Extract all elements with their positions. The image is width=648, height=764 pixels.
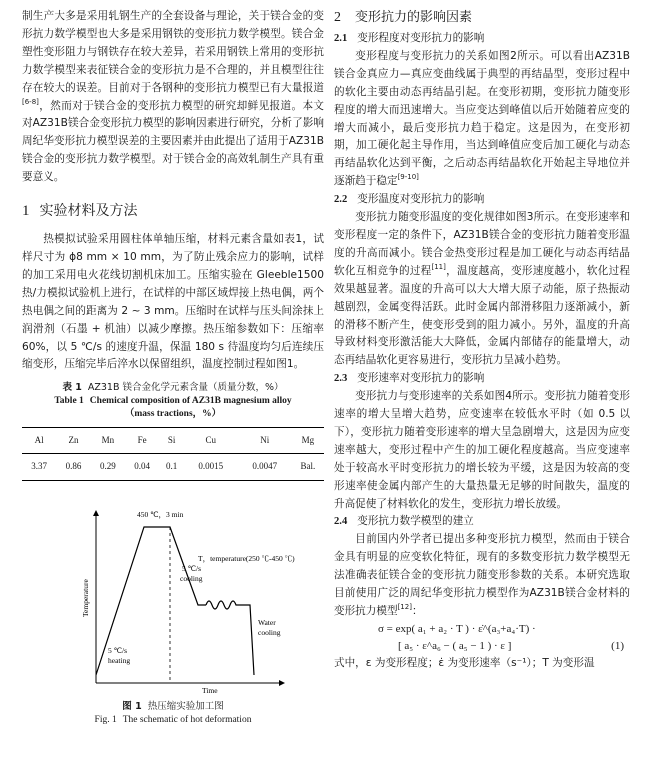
subsection-2-4-text-end: ： bbox=[411, 605, 423, 617]
table-header-cell: Mg bbox=[292, 428, 324, 454]
fig-water-1: Water bbox=[258, 618, 276, 628]
table-header-cell: Zn bbox=[56, 428, 90, 454]
fig-cool-rate: 5 ℃/s bbox=[182, 564, 202, 574]
subsection-2-2-number: 2.2 bbox=[334, 194, 348, 206]
subsection-2-4-paragraph bbox=[334, 531, 630, 621]
table-header-row bbox=[22, 428, 324, 454]
fig-heating: heating bbox=[108, 656, 131, 666]
table-caption-zh bbox=[22, 380, 324, 395]
composition-table bbox=[22, 427, 324, 481]
method-paragraph: 热模拟试验采用圆柱体单轴压缩，材料元素含量如表1，试样尺寸为 ϕ8 mm × 10 mm，为了防止残余应力的影响，试样的加工采用电火花线切割机床加工。压缩实验在 Gleeble1500 热/力模拟试验机上进行，在试样的中部区域焊接上热电偶，两个热电偶之间的距离为 2 ~ 3 mm。压缩时在试样与压头间涂抹上润滑剂（石墨 + 机油）以减少摩擦。热压缩参数如下：压缩率 60%，以 5 ℃/s 的速度升温，保温 180 s 待温度均匀后连续压缩变形，压缩完毕后淬水以保留组织，温度控制过程如图1。 bbox=[22, 233, 324, 371]
subsection-2-2-title: 变形温度对变形抗力的影响 bbox=[357, 193, 485, 206]
subsection-2-2-heading bbox=[334, 191, 630, 209]
table-cell: 0.29 bbox=[91, 454, 125, 481]
where-clause: 式中，ε 为变形程度；ε̇ 为变形速率（s⁻¹）；T 为变形温 bbox=[334, 656, 595, 669]
subsection-2-2-paragraph bbox=[334, 209, 630, 370]
equation-line-1: σ = exp( a₁ + a₂ · T ) · ε̇^(a₃+a₄·T) · bbox=[378, 622, 536, 635]
intro-text-2: ，然而对于镁合金的变形抗力模型的研究却鲜见报道。本文对AZ31B镁合金变形抗力模型的影响因素进行研究，分析了影响周纪华变形抗力模型误差的主要因素并由此提出了适用于AZ31B镁合金的变形抗力数学模型。对于镁合金的高效轧制生产具有重要意义。 bbox=[22, 99, 324, 184]
table-caption-en-2: （mass tractions，%） bbox=[124, 409, 222, 420]
table-header-cell: Al bbox=[22, 428, 56, 454]
fig-hold-label: 450 ℃，3 min bbox=[137, 510, 184, 520]
table-row bbox=[22, 454, 324, 481]
figure-caption-zh-label: 图 1 bbox=[122, 701, 142, 713]
figure-caption-en bbox=[22, 714, 324, 727]
subsection-2-1-ref: [9-10] bbox=[397, 173, 419, 182]
equation-body-2: [ a₅ · ε^a₆ − ( a₅ − 1 ) · ε ] bbox=[398, 639, 512, 652]
figure-caption-zh-text: 热压缩实验加工图 bbox=[147, 701, 224, 713]
subsection-2-2-ref: [11] bbox=[431, 262, 446, 271]
figure-caption-en-label: Fig. 1 bbox=[94, 715, 117, 726]
figure-caption-en-text: The schematic of hot deformation bbox=[122, 715, 252, 726]
fig-y-label: Temperature bbox=[81, 579, 90, 618]
left-column bbox=[22, 8, 324, 727]
table-header-cell: Si bbox=[159, 428, 184, 454]
subsection-2-3-number: 2.3 bbox=[334, 373, 348, 385]
table-cell: 0.86 bbox=[56, 454, 90, 481]
table-caption-en-label: Table 1 bbox=[54, 396, 84, 407]
section2-heading bbox=[334, 8, 630, 28]
subsection-2-4-ref: [12] bbox=[397, 603, 412, 611]
equation-number: (1) bbox=[611, 639, 624, 652]
table-cell: 0.1 bbox=[159, 454, 184, 481]
table-cell: 0.0047 bbox=[238, 454, 292, 481]
equation-line-2 bbox=[334, 638, 630, 655]
section1-number: 1 bbox=[22, 203, 30, 220]
intro-paragraph bbox=[22, 8, 324, 187]
table-caption-zh-label: 表 1 bbox=[62, 382, 82, 394]
figure-caption-zh bbox=[22, 699, 324, 714]
subsection-2-1-text: 变形程度与变形抗力的关系如图2所示。可以看出AZ31B镁合金真应力—真应变曲线属于典型的再结晶型，变形过程中的软化主要由动态再结晶引起。在变形初期，变形抗力随变形程度的增大而迅速增大。当应变达到峰值以后开始随着应变的增大而减小，最后变形抗力趋于稳定。这是因为，在变形初期，加工硬化起主导作用，当达到峰值应变后加工硬化与动态再结晶软化达到平衡，之后动态再结晶软化开始起主导地位并逐渐趋于稳定 bbox=[334, 49, 630, 188]
deformation-zigzag bbox=[206, 601, 254, 675]
table-header-cell: Fe bbox=[125, 428, 159, 454]
subsection-2-1-number: 2.1 bbox=[334, 33, 348, 44]
section2-title: 变形抗力的影响因素 bbox=[355, 10, 473, 25]
section2-number: 2 bbox=[334, 10, 341, 25]
intro-ref: [6-8] bbox=[22, 97, 39, 106]
subsection-2-4-number: 2.4 bbox=[334, 516, 348, 528]
subsection-2-1-title: 变形程度对变形抗力的影响 bbox=[357, 32, 485, 44]
table-header-cell: Mn bbox=[91, 428, 125, 454]
subsection-2-2-text: 变形抗力随变形温度的变化规律如图3所示。在变形速率和变形程度一定的条件下，AZ31B镁合金的变形抗力随着变形温度的升高而减小。镁合金热变形过程是加工硬化与动态再结晶软化互相竞争的过程 bbox=[334, 211, 630, 277]
table-cell: 3.37 bbox=[22, 454, 56, 481]
table-cell: Bal. bbox=[292, 454, 324, 481]
right-column bbox=[334, 8, 630, 673]
subsection-2-2-text-2: ，温度越高，变形速度越小，软化过程效果越显著。温度的升高可以大大增大原子动能，原子热振动越剧烈，金属变得活跃。此时金属内部滑移阻力逐渐减小，新的滑移不断产生，使变形受到的阻力减小。另外，温度的升高导致材料变形激活能大大降低，金属内部储存的能量增大，动态再结晶软化更容易进行，变形抗力呈减小趋势。 bbox=[334, 264, 631, 367]
section1-title: 实验材料及方法 bbox=[39, 203, 138, 220]
subsection-2-3-heading bbox=[334, 370, 630, 388]
table-caption-en bbox=[22, 395, 324, 408]
subsection-2-3-title: 变形速率对变形抗力的影响 bbox=[357, 372, 485, 385]
table-caption-en-text: Chemical composition of AZ31B magnesium alloy bbox=[89, 396, 292, 407]
fig-heat-rate: 5 ℃/s bbox=[108, 646, 128, 656]
intro-text: 制生产大多是采用轧钢生产的全套设备与理论，关于镁合金的变形抗力数学模型也大多是采用钢铁的变形抗力数学模型。镁合金塑性变形阻力与钢铁存在较大差异，若采用钢铁上常用的变形抗力数学模型来表征镁合金的变形抗力是不合理的，并且模型往往存在较大的误差。目前对于各钢种的变形抗力模型已有大量报道 bbox=[22, 10, 324, 94]
subsection-2-3-paragraph: 变形抗力与变形速率的关系如图4所示。变形抗力随着变形速率的增大呈增大趋势，应变速率在较低水平时（如 0.5 以下），变形抗力随着变形速率的增大呈急剧增大，这是因为应变速率越大，变形过程中产生的加工硬化程度越高。当应变速率处于较高水平时变形抗力的增长较为平缓，这是因为较高的变形速率使金属内部产生的大量热量无足够的时间散失，温度的升高促使了材料软化的发生，变形抗力增长放缓。 bbox=[334, 390, 630, 510]
table-header-cell: Ni bbox=[238, 428, 292, 454]
subsection-2-1-paragraph bbox=[334, 48, 630, 191]
subsection-2-4-heading bbox=[334, 513, 630, 531]
figure-1 bbox=[22, 493, 324, 693]
subsection-2-4-text: 目前国内外学者已提出多种变形抗力模型，然而由于镁合金具有明显的应变软化特征，现有的多数变形抗力数学模型无法准确表征镁合金的变形抗力随变形参数的关系。本研究选取目前使用广泛的周纪华变形抗力模型作为AZ31B镁合金材料的变形抗力模型 bbox=[334, 533, 630, 617]
fig-x-label: Time bbox=[202, 686, 218, 694]
subsection-2-4-title: 变形抗力数学模型的建立 bbox=[357, 515, 474, 528]
fig-deform-label: T，temperature(250 ℃-450 ℃) bbox=[198, 554, 295, 564]
table-caption-zh-text: AZ31B 镁合金化学元素含量（质量分数，%） bbox=[87, 382, 284, 394]
hot-deformation-schematic bbox=[22, 493, 324, 693]
section1-heading bbox=[22, 201, 324, 221]
table-header-cell: Cu bbox=[184, 428, 238, 454]
fig-water-2: cooling bbox=[258, 628, 281, 638]
fig-cooling: cooling bbox=[180, 574, 203, 584]
table-cell: 0.0015 bbox=[184, 454, 238, 481]
subsection-2-1-heading bbox=[334, 30, 630, 48]
table-cell: 0.04 bbox=[125, 454, 159, 481]
